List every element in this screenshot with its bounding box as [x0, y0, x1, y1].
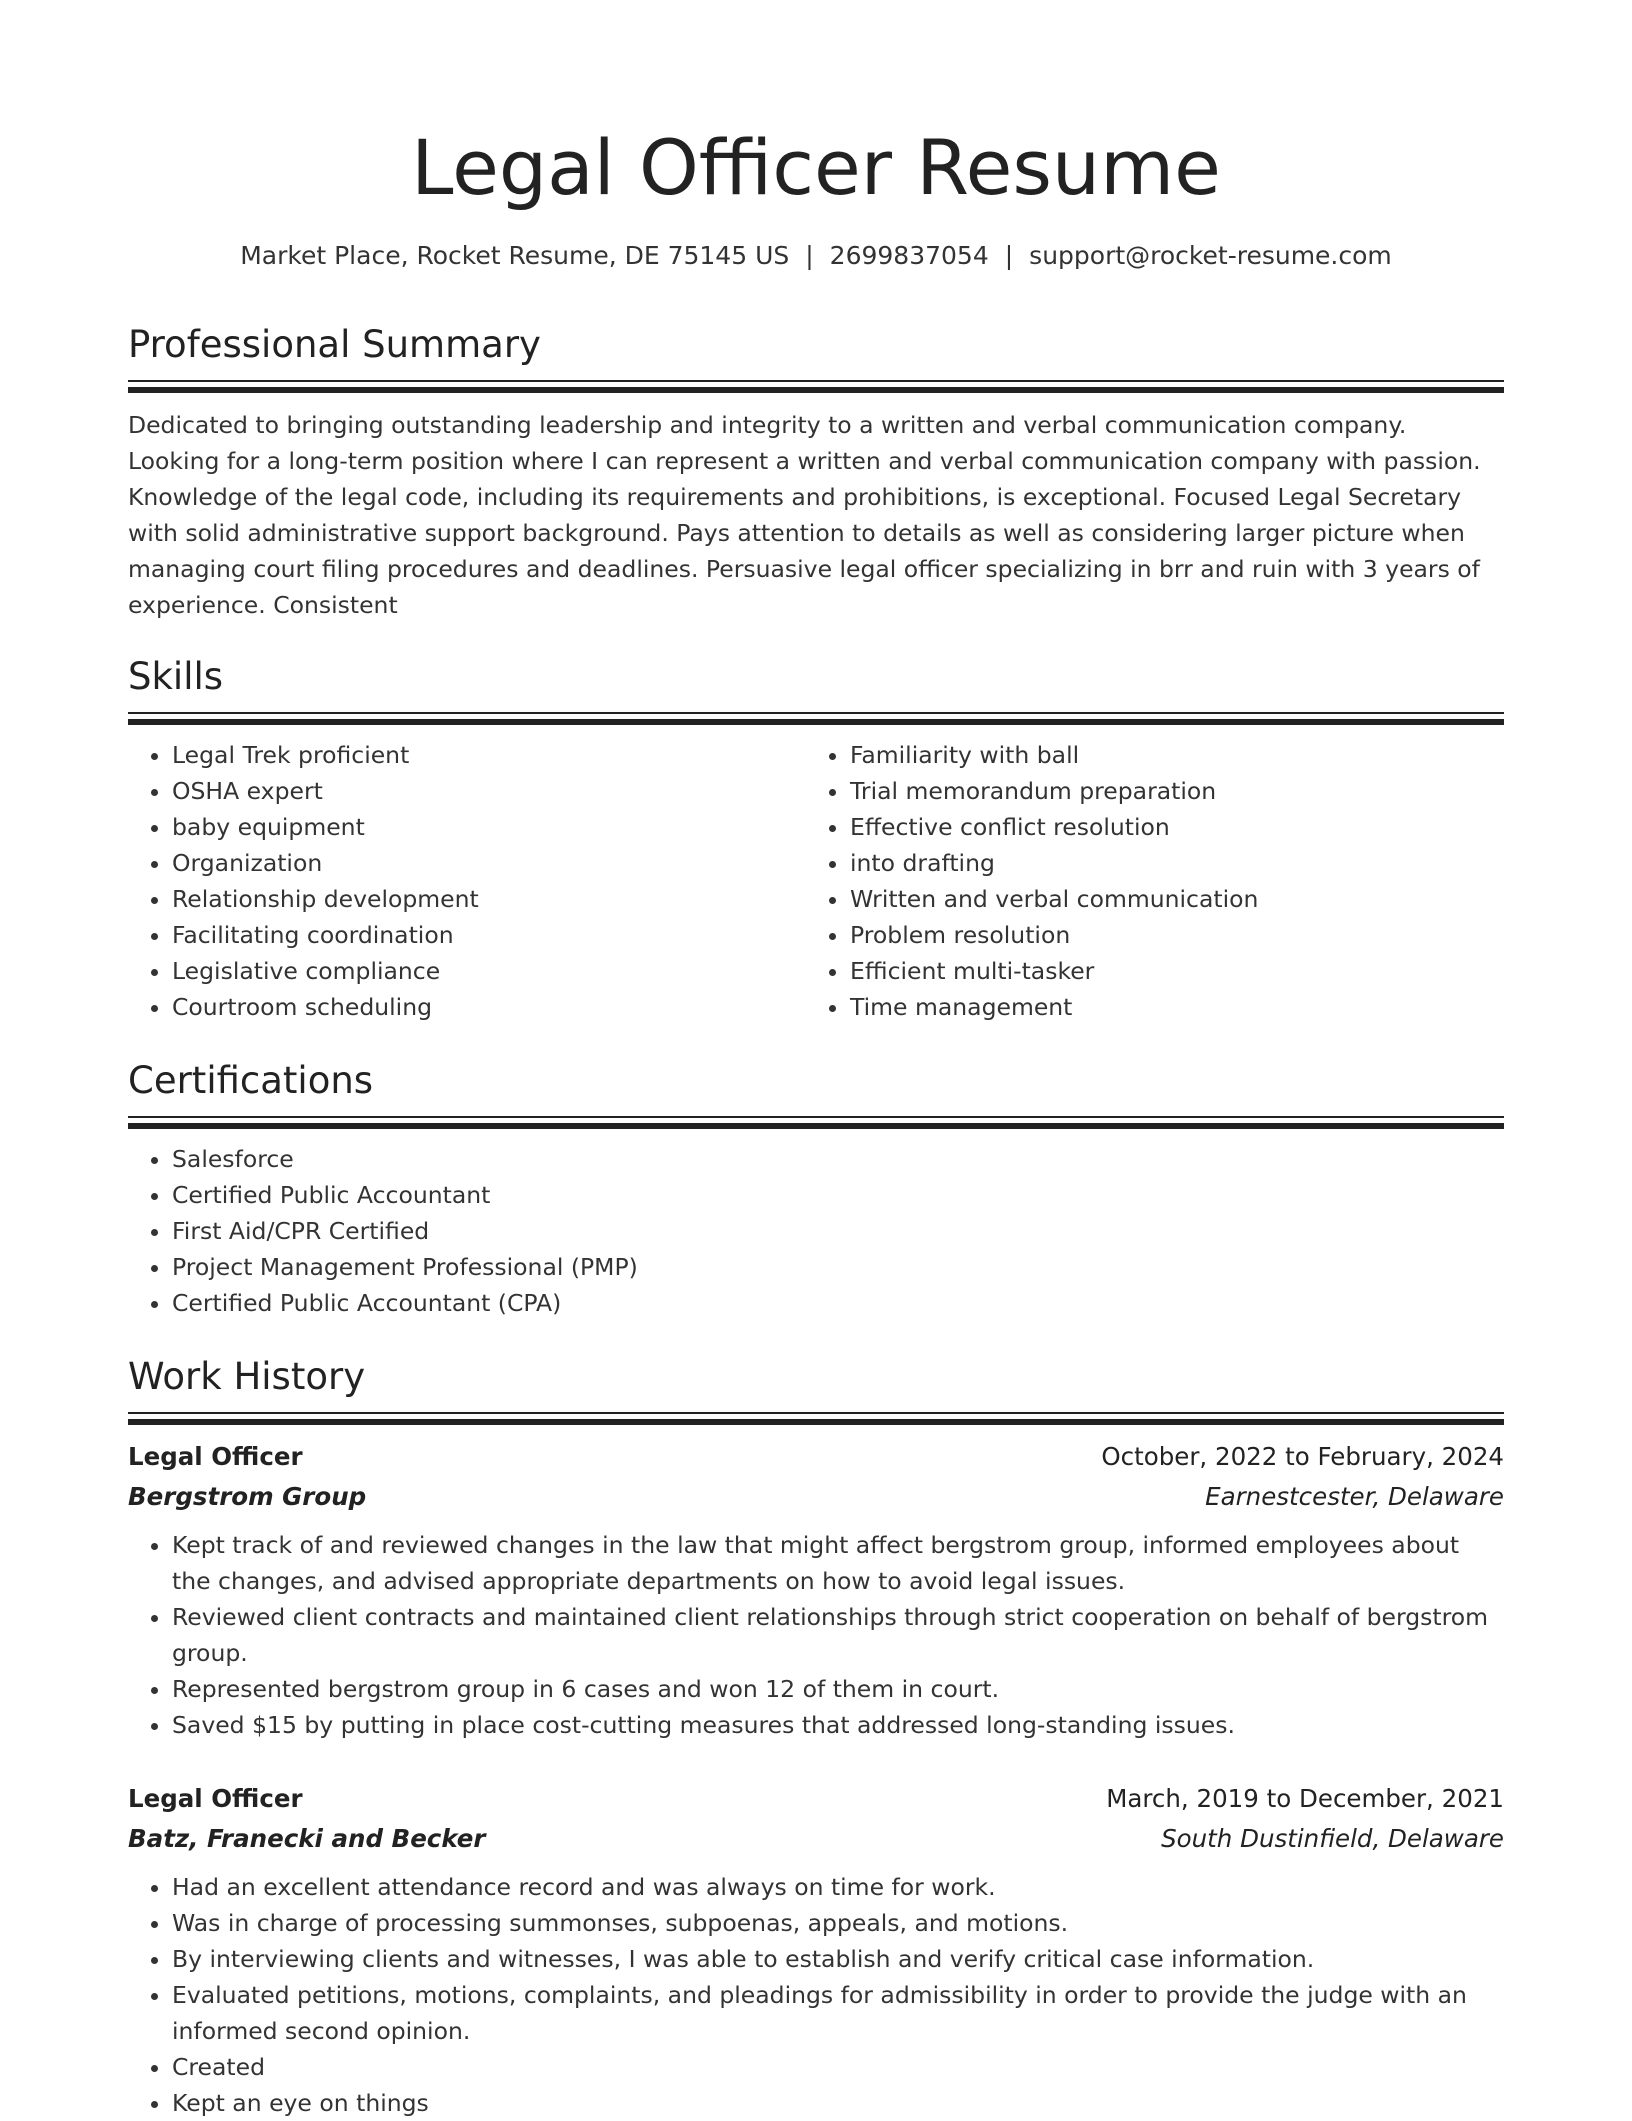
section-divider [128, 712, 1504, 725]
job-company: Batz, Franecki and Becker [128, 1824, 486, 1853]
contact-line [128, 236, 1504, 276]
skill-item: • Legal Trek proficient [172, 737, 806, 773]
skills-columns [128, 725, 1504, 1025]
section-heading: Work History [128, 1355, 366, 1398]
skill-item: • Efficient multi-tasker [850, 953, 1484, 989]
job-title: Legal Officer [128, 1784, 303, 1813]
skill-item: • Problem resolution [850, 917, 1484, 953]
job-bullet: • Had an excellent attendance record and was always on time for work. [172, 1869, 1504, 1905]
summary-text: Dedicated to bringing outstanding leadership and integrity to a written and verbal communication company. Looking for a long-term position where I can represent a written and verbal communication company with passion. Knowledge of the legal code, including its requirements and prohibitions, is exceptional. Focused Legal Secretary with solid administrative support background. Pays attention to details as well as considering larger picture when managing court filing procedures and deadlines. Persuasive legal officer specializing in brr and ruin with 3 years of experience. Consistent [128, 411, 1481, 619]
job-bullet: • Reviewed client contracts and maintained client relationships through strict cooperation on behalf of bergstrom group. [172, 1599, 1504, 1671]
skill-item: • Facilitating coordination [172, 917, 806, 953]
job-bullet: • Was in charge of processing summonses, subpoenas, appeals, and motions. [172, 1905, 1504, 1941]
skill-item: • Relationship development [172, 881, 806, 917]
job-dates: October, 2022 to February, 2024 [1101, 1442, 1504, 1471]
section-work-history [128, 1352, 1504, 2121]
job-location: South Dustinfield, Delaware [1161, 1824, 1504, 1853]
job-bullet: • Kept track of and reviewed changes in the law that might affect bergstrom group, informed employees about the changes, and advised appropriate departments on how to avoid legal issues. [172, 1527, 1504, 1599]
certification-item: • Certified Public Accountant [172, 1177, 1504, 1213]
job-bullet: • Evaluated petitions, motions, complaints, and pleadings for admissibility in order to provide the judge with an informed second opinion. [172, 1977, 1504, 2049]
job-dates: March, 2019 to December, 2021 [1106, 1784, 1504, 1813]
section-heading: Professional Summary [128, 323, 541, 366]
contact-phone: 2699837054 [829, 241, 989, 270]
skill-item: • into drafting [850, 845, 1484, 881]
job-bullet: • By interviewing clients and witnesses, I was able to establish and verify critical case information. [172, 1941, 1504, 1977]
job-company: Bergstrom Group [128, 1482, 367, 1511]
skill-item: • baby equipment [172, 809, 806, 845]
job-bullet: • Kept an eye on things [172, 2085, 1504, 2121]
skill-item: • OSHA expert [172, 773, 806, 809]
job-entry [128, 1779, 1504, 2121]
certifications-list [128, 1141, 1504, 1321]
certification-item: • Certified Public Accountant (CPA) [172, 1285, 1504, 1321]
section-heading: Certifications [128, 1059, 374, 1102]
job-bullet: • Created [172, 2049, 1504, 2085]
certification-item: • First Aid/CPR Certified [172, 1213, 1504, 1249]
job-title: Legal Officer [128, 1442, 303, 1471]
section-divider [128, 1116, 1504, 1129]
job-location: Earnestcester, Delaware [1205, 1482, 1504, 1511]
skill-item: • Familiarity with ball [850, 737, 1484, 773]
skills-list-left [128, 737, 806, 1025]
job-bullets [128, 1527, 1504, 1743]
skill-item: • Courtroom scheduling [172, 989, 806, 1025]
job-bullet: • Represented bergstrom group in 6 cases and won 12 of them in court. [172, 1671, 1504, 1707]
job-entry [128, 1437, 1504, 1743]
certification-item: • Project Management Professional (PMP) [172, 1249, 1504, 1285]
contact-separator: | [805, 241, 814, 270]
skill-item: • Organization [172, 845, 806, 881]
skill-item: • Written and verbal communication [850, 881, 1484, 917]
contact-email: support@rocket-resume.com [1029, 241, 1392, 270]
skill-item: • Effective conflict resolution [850, 809, 1484, 845]
skill-item: • Time management [850, 989, 1484, 1025]
section-certifications [128, 1056, 1504, 1321]
job-bullets [128, 1869, 1504, 2121]
section-summary [128, 320, 1504, 623]
contact-separator: | [1004, 241, 1014, 270]
section-heading: Skills [128, 655, 224, 698]
contact-address: Market Place, Rocket Resume, DE 75145 US [240, 241, 790, 270]
job-bullet: • Saved $15 by putting in place cost-cutting measures that addressed long-standing issues. [172, 1707, 1504, 1743]
page-title: Legal Officer Resume [411, 123, 1221, 212]
skill-item: • Trial memorandum preparation [850, 773, 1484, 809]
section-skills [128, 652, 1504, 1025]
section-divider [128, 380, 1504, 393]
skill-item: • Legislative compliance [172, 953, 806, 989]
skills-list-right [806, 737, 1484, 1025]
section-divider [128, 1412, 1504, 1425]
certification-item: • Salesforce [172, 1141, 1504, 1177]
